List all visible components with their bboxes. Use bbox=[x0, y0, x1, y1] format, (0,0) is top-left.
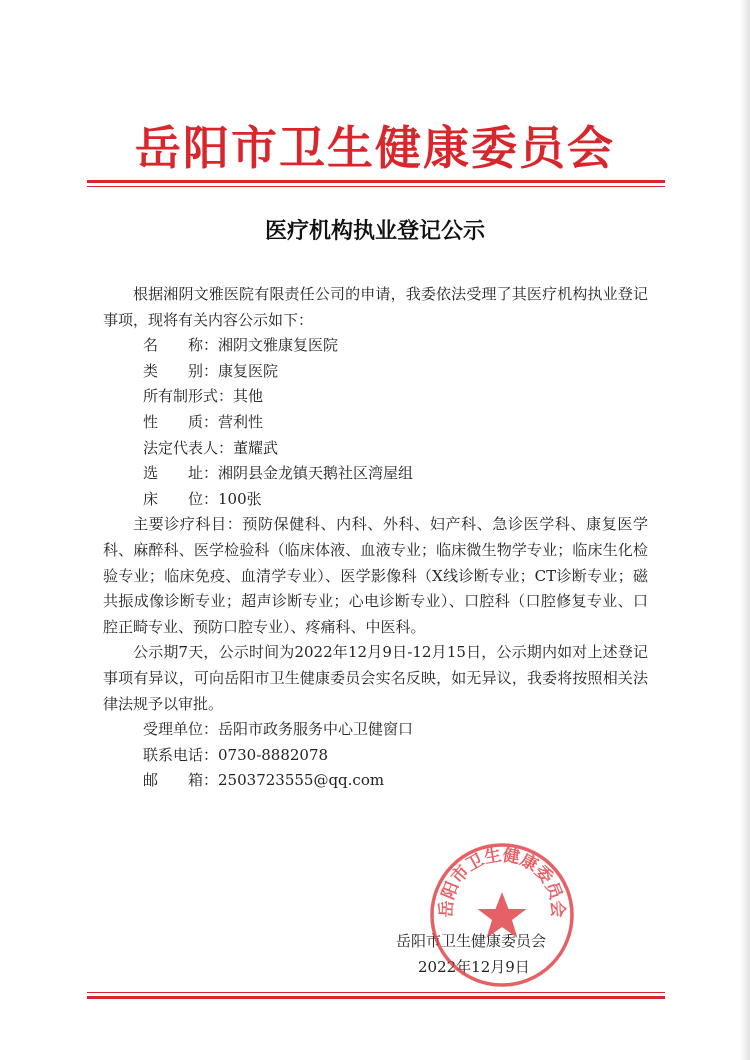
contact-label: 联系电话： bbox=[143, 745, 219, 764]
signature-date: 2022年12月9日 bbox=[418, 958, 530, 976]
contact-value: 0730-8882078 bbox=[218, 745, 329, 764]
signature-org: 岳阳市卫生健康委员会 bbox=[396, 932, 547, 950]
field-label: 性 质： bbox=[143, 412, 219, 431]
departments-paragraph: 主要诊疗科目：预防保健科、内科、外科、妇产科、急诊医学科、康复医学科、麻醉科、医学检验科（临床体液、血液专业；临床微生物学专业；临床生化检验专业；临床免疫、血清学专业）、医学影像科（X线诊断专业；CT诊断专业；磁共振成像诊断专业；超声诊断专业；心电诊断专业）、口腔科（口腔修复专业、口腔正畸专业、预防口腔专业）、疼痛科、中医科。 bbox=[103, 515, 648, 636]
field-label: 类 别： bbox=[143, 361, 219, 380]
contact-phone bbox=[103, 743, 648, 769]
field-value: 其他 bbox=[233, 387, 264, 406]
footer-rule-thick bbox=[87, 996, 665, 999]
field-nature bbox=[103, 410, 648, 436]
field-category bbox=[103, 359, 648, 385]
document-title: 医疗机构执业登记公示 bbox=[264, 218, 485, 244]
footer-rule-thin bbox=[87, 992, 665, 993]
seal-text-path: 岳阳市卫生健康委员会 bbox=[436, 845, 568, 918]
field-label: 床 位： bbox=[143, 489, 219, 508]
notice-paragraph: 公示期7天，公示时间为2022年12月9日-12月15日，公示期内如对上述登记事项有异议，可向岳阳市卫生健康委员会实名反映，如无异议，我委将按照相关法律法规予以审批。 bbox=[103, 643, 648, 713]
document-body bbox=[103, 282, 648, 794]
field-location bbox=[103, 461, 648, 487]
field-label: 选 址： bbox=[143, 464, 219, 483]
field-value: 100张 bbox=[218, 489, 262, 508]
org-header: 岳阳市卫生健康委员会 bbox=[135, 121, 615, 175]
official-seal bbox=[427, 840, 577, 990]
field-label: 名 称： bbox=[143, 336, 219, 355]
field-value: 湘阴县金龙镇天鹅社区湾屋组 bbox=[218, 464, 414, 483]
contact-value: 岳阳市政务服务中心卫健窗口 bbox=[218, 720, 414, 739]
field-ownership bbox=[103, 384, 648, 410]
contact-email bbox=[103, 768, 648, 794]
field-value: 董耀武 bbox=[233, 438, 279, 457]
field-label: 所有制形式： bbox=[143, 387, 234, 406]
contact-label: 受理单位： bbox=[143, 720, 219, 739]
field-value: 康复医院 bbox=[218, 361, 279, 380]
field-label: 法定代表人： bbox=[143, 438, 234, 457]
field-name bbox=[103, 333, 648, 359]
header-rule-thick bbox=[87, 180, 665, 183]
header-rule-thin bbox=[87, 186, 665, 187]
field-legal-rep bbox=[103, 436, 648, 462]
contact-value: 2503723555@qq.com bbox=[218, 771, 385, 790]
star-icon bbox=[478, 892, 527, 938]
contact-label: 邮 箱： bbox=[143, 771, 219, 790]
field-value: 湘阴文雅康复医院 bbox=[218, 336, 339, 355]
contact-unit bbox=[103, 717, 648, 743]
intro-paragraph: 根据湘阴文雅医院有限责任公司的申请，我委依法受理了其医疗机构执业登记事项，现将有关内容公示如下： bbox=[103, 285, 648, 329]
field-value: 营利性 bbox=[218, 412, 264, 431]
field-beds bbox=[103, 487, 648, 513]
